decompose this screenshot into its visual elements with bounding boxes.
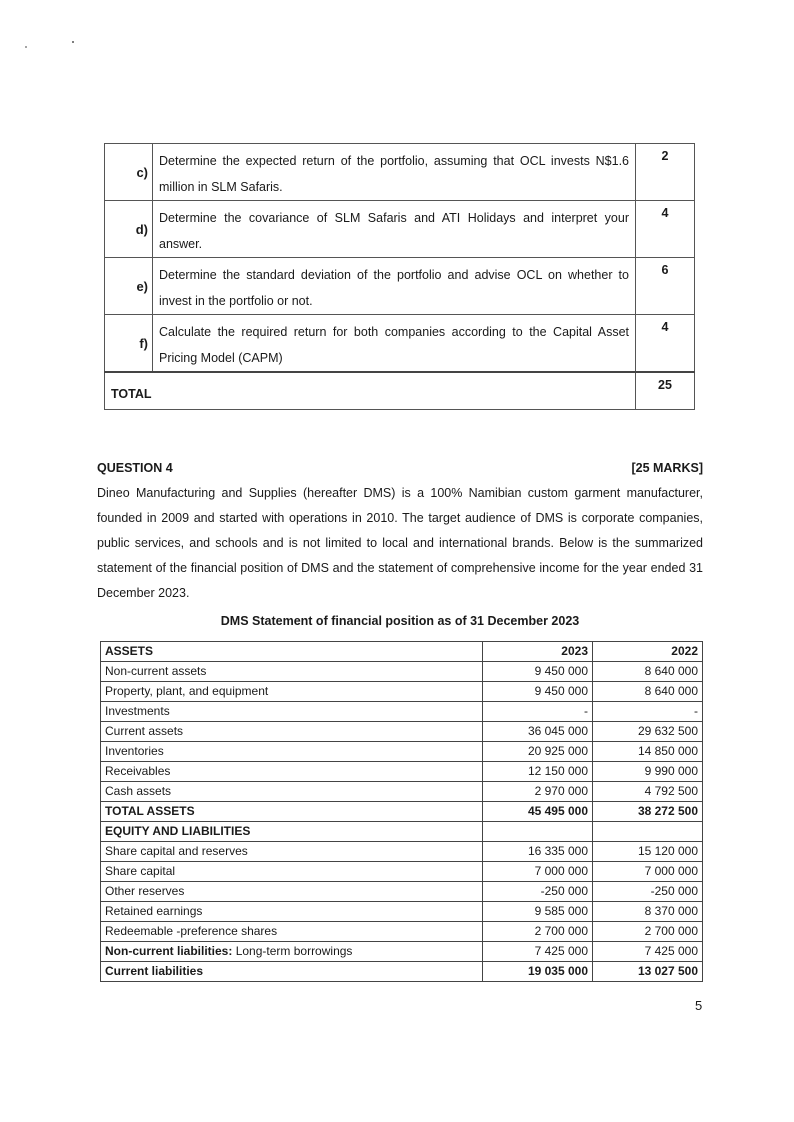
value-2022: 8 640 000: [593, 682, 703, 702]
table-row: [101, 722, 703, 742]
value-2023: 7 425 000: [483, 942, 593, 962]
line-item: Non-current assets: [101, 662, 483, 682]
value-2023: -250 000: [483, 882, 593, 902]
table-row: [105, 258, 695, 315]
question-4-section: [97, 456, 703, 634]
table-row: [101, 782, 703, 802]
value-2022: -: [593, 702, 703, 722]
line-item: [101, 942, 483, 962]
value-2023: 9 450 000: [483, 662, 593, 682]
question-text: Determine the expected return of the portfolio, assuming that OCL invests N$1.6 million in SLM Safaris.: [153, 144, 636, 201]
value-2023: 20 925 000: [483, 742, 593, 762]
value-2022: 4 792 500: [593, 782, 703, 802]
value-2022: 8 370 000: [593, 902, 703, 922]
value-2023: 7 000 000: [483, 862, 593, 882]
value-2022: 7 000 000: [593, 862, 703, 882]
line-item: Inventories: [101, 742, 483, 762]
question-marks-table: [104, 143, 695, 410]
question-label: c): [105, 144, 153, 201]
line-item: Current liabilities: [101, 962, 483, 982]
question-label: e): [105, 258, 153, 315]
question-text: Calculate the required return for both companies according to the Capital Asset Pricing Model (CAPM): [153, 315, 636, 373]
line-item: Retained earnings: [101, 902, 483, 922]
table-row: [101, 742, 703, 762]
question-marks: 4: [636, 315, 695, 373]
value-2022: -250 000: [593, 882, 703, 902]
value-2022: 29 632 500: [593, 722, 703, 742]
value-2023: 9 450 000: [483, 682, 593, 702]
line-item: TOTAL ASSETS: [101, 802, 483, 822]
question-text: Determine the covariance of SLM Safaris and ATI Holidays and interpret your answer.: [153, 201, 636, 258]
scan-speck: [72, 41, 74, 43]
line-item: Receivables: [101, 762, 483, 782]
value-2023: 9 585 000: [483, 902, 593, 922]
table-row: [101, 942, 703, 962]
question-label: d): [105, 201, 153, 258]
value-2022: [593, 822, 703, 842]
question-text: Determine the standard deviation of the portfolio and advise OCL on whether to invest in the portfolio or not.: [153, 258, 636, 315]
question-body: Dineo Manufacturing and Supplies (hereafter DMS) is a 100% Namibian custom garment manufacturer, founded in 2009 and started with operations in 2010. The target audience of DMS is corporate companies, public services, and schools and is not limited to local and international brands. Below is the summarized statement of the financial position of DMS and the statement of comprehensive income for the year ended 31 December 2023.: [97, 486, 703, 600]
value-2023: [483, 822, 593, 842]
value-2023: 2 970 000: [483, 782, 593, 802]
table-row: [101, 902, 703, 922]
question-marks: 6: [636, 258, 695, 315]
value-2023: 45 495 000: [483, 802, 593, 822]
value-2023: 19 035 000: [483, 962, 593, 982]
table-row: [101, 922, 703, 942]
section-header-row: [101, 822, 703, 842]
value-2022: 2 700 000: [593, 922, 703, 942]
total-row: [105, 372, 695, 410]
financial-position-table: [100, 641, 703, 982]
value-2022: 7 425 000: [593, 942, 703, 962]
question-marks: 4: [636, 201, 695, 258]
total-marks: 25: [636, 372, 695, 410]
table-row: [101, 842, 703, 862]
total-label: TOTAL: [105, 372, 636, 410]
question-4-header: [97, 456, 703, 481]
table-row: [101, 682, 703, 702]
question-heading: QUESTION 4: [97, 461, 173, 475]
table-row: [101, 662, 703, 682]
value-2022: 38 272 500: [593, 802, 703, 822]
line-item: Redeemable -preference shares: [101, 922, 483, 942]
line-item: Other reserves: [101, 882, 483, 902]
total-assets-row: [101, 802, 703, 822]
table-row: [101, 862, 703, 882]
table-title: DMS Statement of financial position as of 31 December 2023: [220, 614, 580, 628]
table-row: [105, 201, 695, 258]
line-item-rest: Long-term borrowings: [232, 944, 353, 958]
value-2023: 36 045 000: [483, 722, 593, 742]
column-header: 2023: [483, 642, 593, 662]
value-2022: 14 850 000: [593, 742, 703, 762]
table-header-row: [101, 642, 703, 662]
scan-speck: [25, 46, 27, 48]
value-2022: 13 027 500: [593, 962, 703, 982]
question-total-marks: [25 MARKS]: [631, 461, 703, 475]
table-row: [105, 315, 695, 373]
line-item: Share capital and reserves: [101, 842, 483, 862]
table-row: [105, 144, 695, 201]
value-2023: 12 150 000: [483, 762, 593, 782]
page-number: 5: [695, 998, 703, 1013]
line-item: EQUITY AND LIABILITIES: [101, 822, 483, 842]
line-item: Cash assets: [101, 782, 483, 802]
table-row: [101, 882, 703, 902]
line-item: Investments: [101, 702, 483, 722]
column-header: ASSETS: [101, 642, 483, 662]
question-marks: 2: [636, 144, 695, 201]
value-2022: 8 640 000: [593, 662, 703, 682]
value-2023: 2 700 000: [483, 922, 593, 942]
value-2022: 9 990 000: [593, 762, 703, 782]
line-item: Property, plant, and equipment: [101, 682, 483, 702]
value-2022: 15 120 000: [593, 842, 703, 862]
value-2023: 16 335 000: [483, 842, 593, 862]
line-item: Current assets: [101, 722, 483, 742]
line-item-bold: Non-current liabilities:: [105, 944, 233, 958]
table-row: [101, 702, 703, 722]
question-label: f): [105, 315, 153, 373]
value-2023: -: [483, 702, 593, 722]
table-row: [101, 762, 703, 782]
column-header: 2022: [593, 642, 703, 662]
table-row: [101, 962, 703, 982]
line-item: Share capital: [101, 862, 483, 882]
